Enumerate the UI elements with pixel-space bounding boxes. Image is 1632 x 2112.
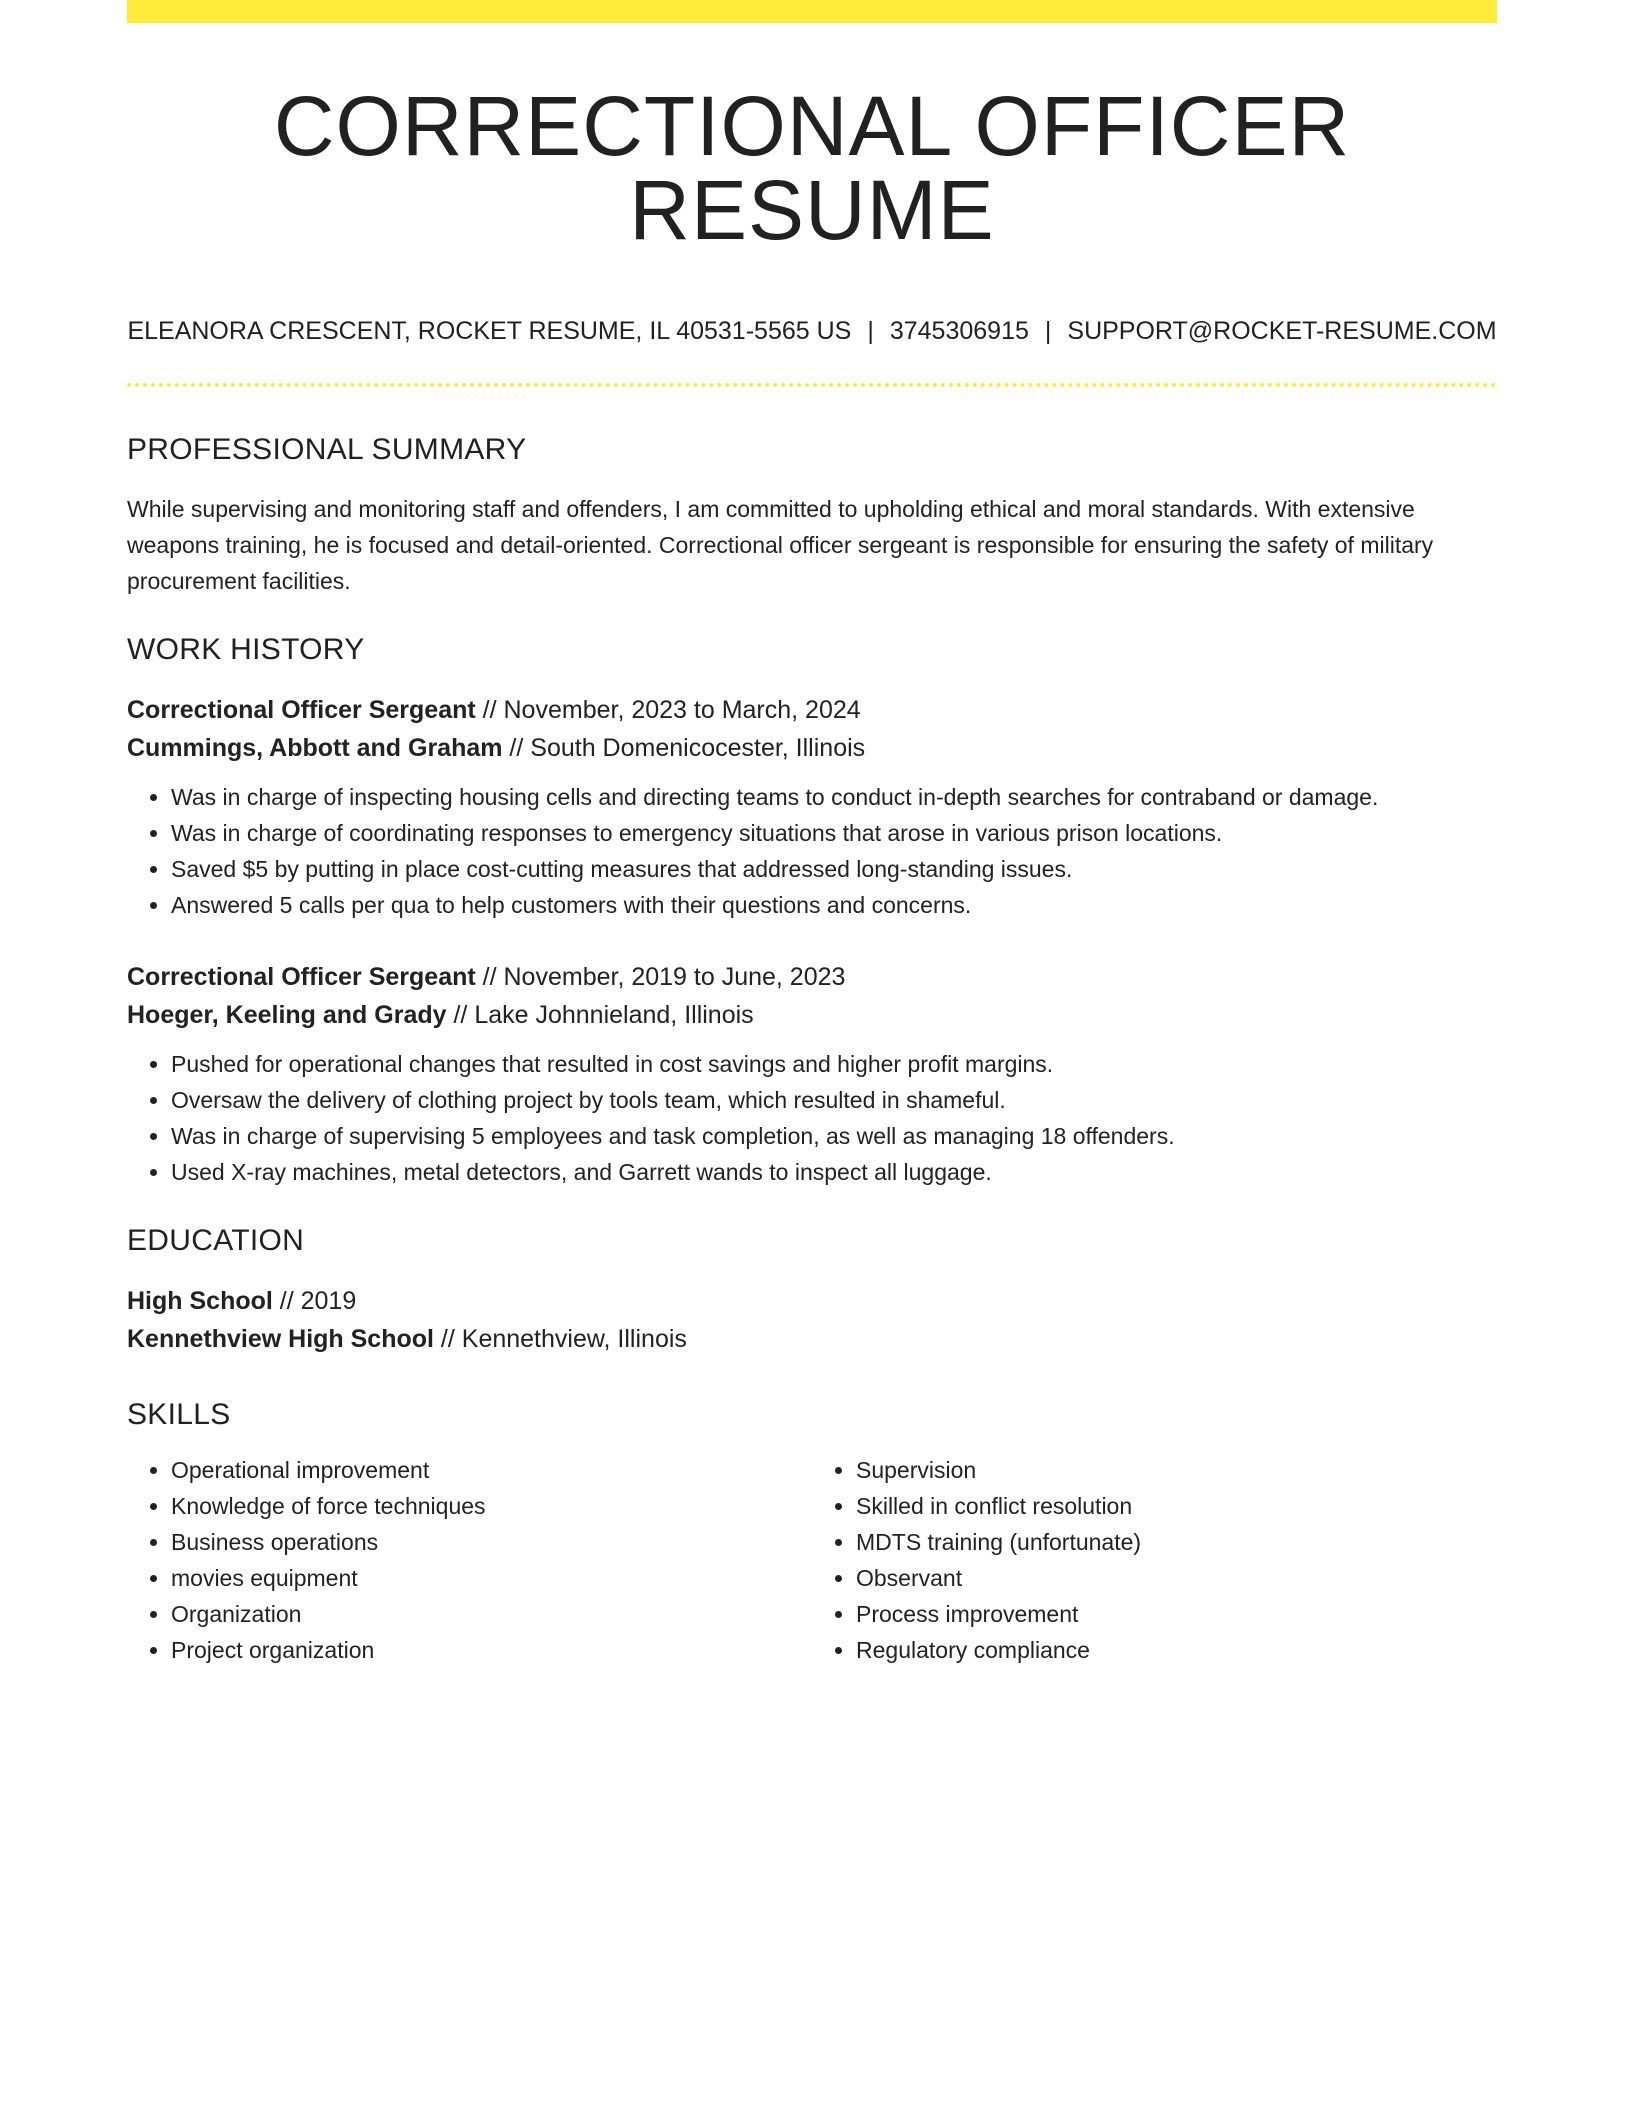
list-item: • MDTS training (unfortunate) [856,1524,1497,1560]
job-bullets [127,1046,1497,1190]
contact-separator: | [867,317,874,345]
list-item: • Project organization [171,1632,812,1668]
list-item: • Observant [856,1560,1497,1596]
top-accent-bar [127,0,1497,23]
education-school-line [127,1320,1497,1358]
job-bullets [127,779,1497,923]
job-company-line [127,996,1497,1034]
education-heading: EDUCATION [127,1224,305,1257]
list-item: • Supervision [856,1452,1497,1488]
job-title-line [127,958,1497,996]
contact-separator: | [1044,317,1052,345]
job-dates: // November, 2023 to March, 2024 [475,696,861,724]
resume-title: CORRECTIONAL OFFICER RESUME [273,79,1351,257]
job-company-line [127,729,1497,767]
list-item: • Skilled in conflict resolution [856,1488,1497,1524]
list-item: • Used X-ray machines, metal detectors, and Garrett wands to inspect all luggage. [171,1154,1497,1190]
job-title: Correctional Officer Sergeant [127,963,476,991]
list-item: • Was in charge of inspecting housing cells and directing teams to conduct in-depth searches for contraband or damage. [171,779,1497,815]
list-item: • Knowledge of force techniques [171,1488,812,1524]
job-title: Correctional Officer Sergeant [127,696,476,724]
list-item: • Saved $5 by putting in place cost-cutting measures that addressed long-standing issues. [171,851,1497,887]
education-degree: High School [127,1287,273,1315]
list-item: • Business operations [171,1524,812,1560]
education-school: Kennethview High School [127,1325,434,1353]
resume-page [127,0,1497,1668]
summary-heading: PROFESSIONAL SUMMARY [127,433,527,466]
job-company: Hoeger, Keeling and Grady [127,1001,447,1029]
list-item: • Was in charge of supervising 5 employees and task completion, as well as managing 18 offenders. [171,1118,1497,1154]
job-entry [127,691,1497,923]
job-location: // Lake Johnnieland, Illinois [446,1001,754,1029]
list-item: • Process improvement [856,1596,1497,1632]
skills-right-column [812,1452,1497,1668]
list-item: • movies equipment [171,1560,812,1596]
contact-line [127,319,1497,344]
education-entry [127,1282,1497,1358]
job-location: // South Domenicocester, Illinois [502,734,866,762]
education-year: // 2019 [272,1287,357,1315]
job-dates: // November, 2019 to June, 2023 [475,963,846,991]
list-item: • Regulatory compliance [856,1632,1497,1668]
list-item: • Answered 5 calls per qua to help customers with their questions and concerns. [171,887,1497,923]
list-item: • Pushed for operational changes that resulted in cost savings and higher profit margins. [171,1046,1497,1082]
work-history-heading: WORK HISTORY [127,633,365,666]
job-entry [127,958,1497,1190]
skills-heading: SKILLS [127,1398,231,1431]
skills-columns [127,1452,1497,1668]
list-item: • Was in charge of coordinating responses to emergency situations that arose in various prison locations. [171,815,1497,851]
skills-left-column [127,1452,812,1668]
list-item: • Oversaw the delivery of clothing project by tools team, which resulted in shameful. [171,1082,1497,1118]
job-title-line [127,691,1497,729]
list-item: • Organization [171,1596,812,1632]
education-degree-line [127,1282,1497,1320]
contact-address: ELEANORA CRESCENT, ROCKET RESUME, IL 40531-5565 US [127,317,852,345]
list-item: • Operational improvement [171,1452,812,1488]
job-company: Cummings, Abbott and Graham [127,734,503,762]
dotted-divider [127,383,1497,387]
contact-phone: 3745306915 [889,317,1029,345]
education-location: // Kennethview, Illinois [433,1325,687,1353]
contact-email: SUPPORT@ROCKET-RESUME.COM [1067,317,1497,345]
summary-text: While supervising and monitoring staff and offenders, I am committed to upholding ethical and moral standards. With extensive weapons training, he is focused and detail-oriented. Correctional officer sergeant is responsible for ensuring the safety of military procurement facilities. [127,496,1434,594]
